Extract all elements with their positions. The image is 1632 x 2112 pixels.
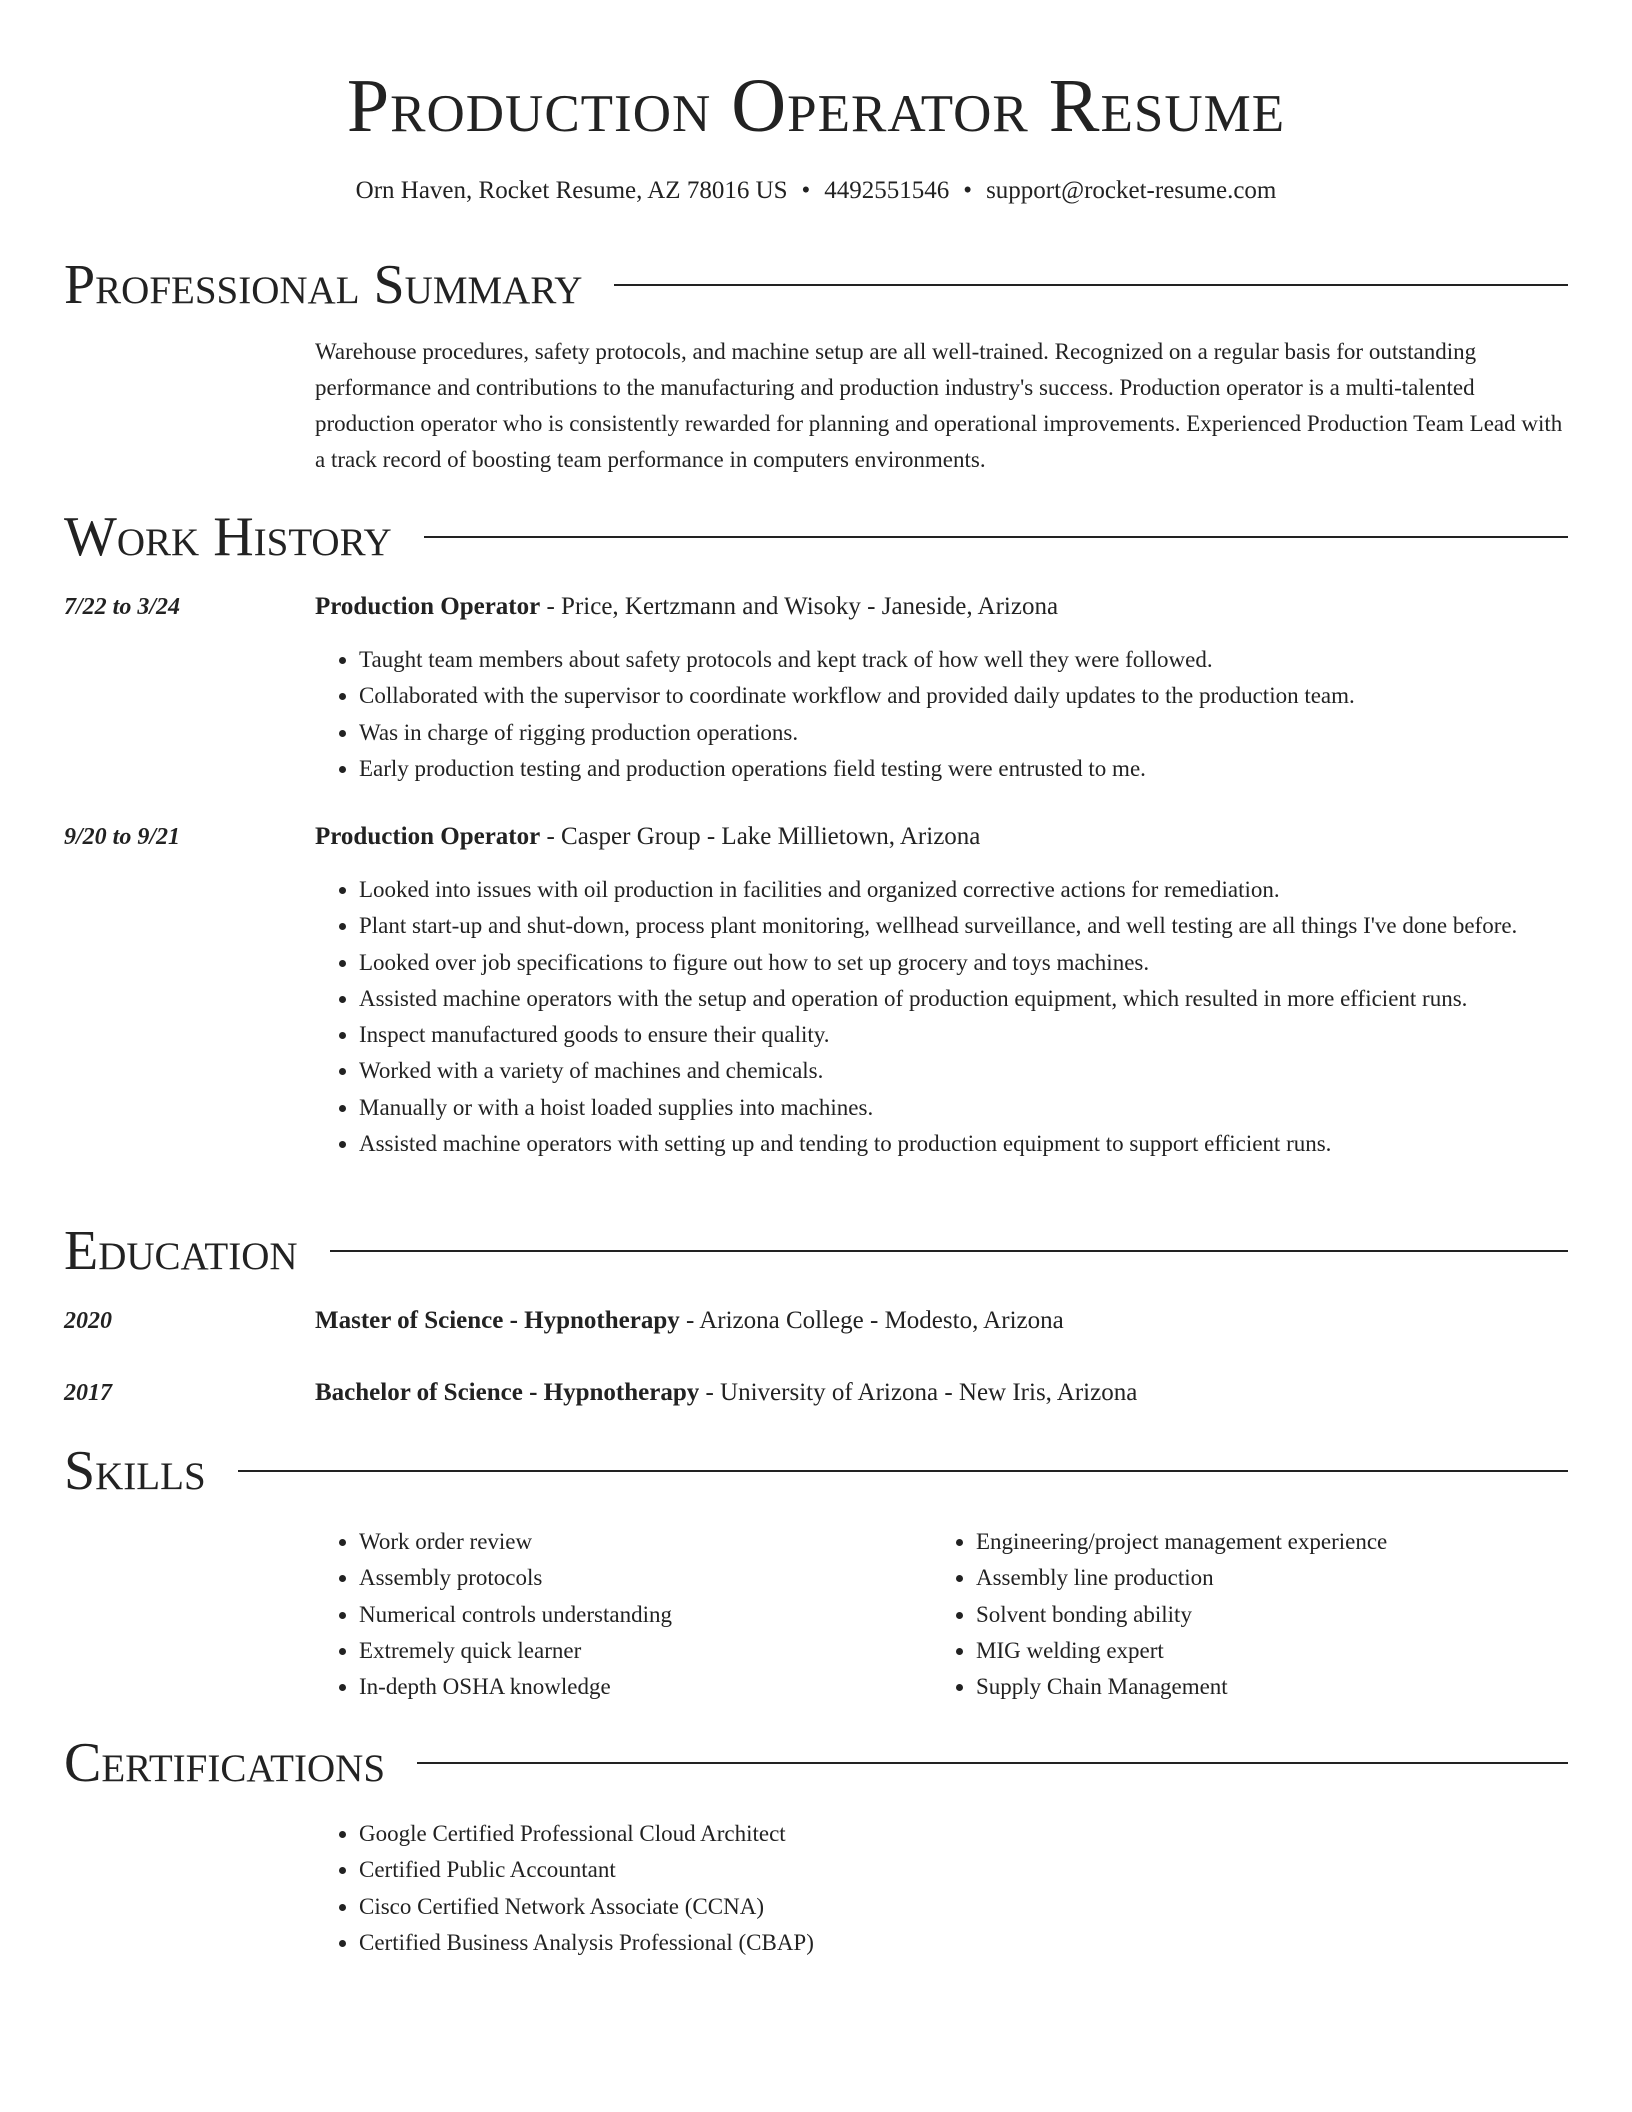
list-item: • Assembly line production [976, 1560, 1596, 1596]
skills-section-header [64, 1436, 1568, 1506]
list-item: • Inspect manufactured goods to ensure their quality. [359, 1017, 1568, 1053]
list-item: • Worked with a variety of machines and chemicals. [359, 1053, 1568, 1089]
contact-address: Orn Haven, Rocket Resume, AZ 78016 US [355, 177, 788, 204]
list-item: • Numerical controls understanding [359, 1597, 919, 1633]
section-title: Certifications [64, 1732, 386, 1794]
section-divider [424, 536, 1568, 538]
section-title: Skills [64, 1440, 206, 1502]
section-divider [330, 1250, 1568, 1252]
list-item: • Looked over job specifications to figure out how to set up grocery and toys machines. [359, 945, 1568, 981]
contact-phone: 4492551546 [824, 177, 950, 204]
job-duties-list [315, 872, 1568, 1162]
list-item: • Taught team members about safety protocols and kept track of how well they were followed. [359, 642, 1568, 678]
work-history-section-header [64, 502, 1568, 572]
skills-list-left [315, 1524, 919, 1705]
list-item: • MIG welding expert [976, 1633, 1596, 1669]
education-entry [315, 1304, 1568, 1338]
degree-name: Bachelor of Science - Hypnotherapy [315, 1379, 700, 1406]
school-details: - Arizona College - Modesto, Arizona [679, 1307, 1064, 1334]
summary-text: Warehouse procedures, safety protocols, and machine setup are all well-trained. Recognized on a regular basis for outstanding performance and contributions to the manufacturing and production industry's success. Production operator is a multi-talented production operator who is consistently rewarded for planning and operational improvements. Experienced Production Team Lead with a track record of boosting team performance in computers environments. [315, 339, 1563, 472]
contact-separator: • [801, 177, 811, 204]
section-divider [614, 284, 1568, 286]
job-dates: 7/22 to 3/24 [64, 594, 181, 620]
education-entry [315, 1376, 1568, 1410]
job-dates: 9/20 to 9/21 [64, 824, 181, 850]
list-item: • Google Certified Professional Cloud Architect [359, 1816, 1568, 1852]
list-item: • Certified Public Accountant [359, 1852, 1568, 1888]
education-section-header [64, 1216, 1568, 1286]
education-year: 2020 [64, 1308, 112, 1334]
section-title: Work History [64, 506, 392, 568]
list-item: • Looked into issues with oil production in facilities and organized corrective actions for remediation. [359, 872, 1568, 908]
job-duties-list [315, 642, 1568, 787]
job-heading [315, 590, 1568, 624]
contact-separator: • [963, 177, 973, 204]
contact-email[interactable]: support@rocket-resume.com [986, 177, 1277, 204]
job-title: Production Operator [315, 823, 541, 850]
list-item: • Collaborated with the supervisor to coordinate workflow and provided daily updates to the production team. [359, 678, 1568, 714]
job-title: Production Operator [315, 593, 541, 620]
list-item: • Plant start-up and shut-down, process plant monitoring, wellhead surveillance, and well testing are all things I've done before. [359, 908, 1568, 944]
list-item: • Assisted machine operators with setting up and tending to production equipment to support efficient runs. [359, 1126, 1568, 1162]
skills-list-right [932, 1524, 1596, 1705]
education-year: 2017 [64, 1380, 112, 1406]
certifications-section-header [64, 1728, 1568, 1798]
section-divider [238, 1470, 1568, 1472]
degree-name: Master of Science - Hypnotherapy [315, 1307, 680, 1334]
list-item: • Work order review [359, 1524, 919, 1560]
certifications-list [315, 1816, 1568, 1961]
list-item: • Certified Business Analysis Professional (CBAP) [359, 1925, 1568, 1961]
list-item: • Early production testing and production operations field testing were entrusted to me. [359, 751, 1568, 787]
list-item: • Was in charge of rigging production operations. [359, 715, 1568, 751]
section-title: Professional Summary [64, 254, 583, 316]
list-item: • Extremely quick learner [359, 1633, 919, 1669]
job-employer: - Casper Group - Lake Millietown, Arizona [540, 823, 981, 850]
list-item: • Manually or with a hoist loaded supplies into machines. [359, 1090, 1568, 1126]
list-item: • Supply Chain Management [976, 1669, 1596, 1705]
summary-section-header [64, 250, 1568, 320]
job-employer: - Price, Kertzmann and Wisoky - Janeside, Arizona [540, 593, 1059, 620]
list-item: • Solvent bonding ability [976, 1597, 1596, 1633]
list-item: • Engineering/project management experience [976, 1524, 1596, 1560]
section-divider [417, 1762, 1568, 1764]
job-heading [315, 820, 1568, 854]
resume-title: Production Operator Resume [346, 64, 1286, 148]
contact-line [0, 174, 1632, 208]
school-details: - University of Arizona - New Iris, Arizona [699, 1379, 1138, 1406]
list-item: • Cisco Certified Network Associate (CCNA) [359, 1889, 1568, 1925]
section-title: Education [64, 1220, 298, 1282]
list-item: • Assisted machine operators with the setup and operation of production equipment, which resulted in more efficient runs. [359, 981, 1568, 1017]
list-item: • In-depth OSHA knowledge [359, 1669, 919, 1705]
list-item: • Assembly protocols [359, 1560, 919, 1596]
